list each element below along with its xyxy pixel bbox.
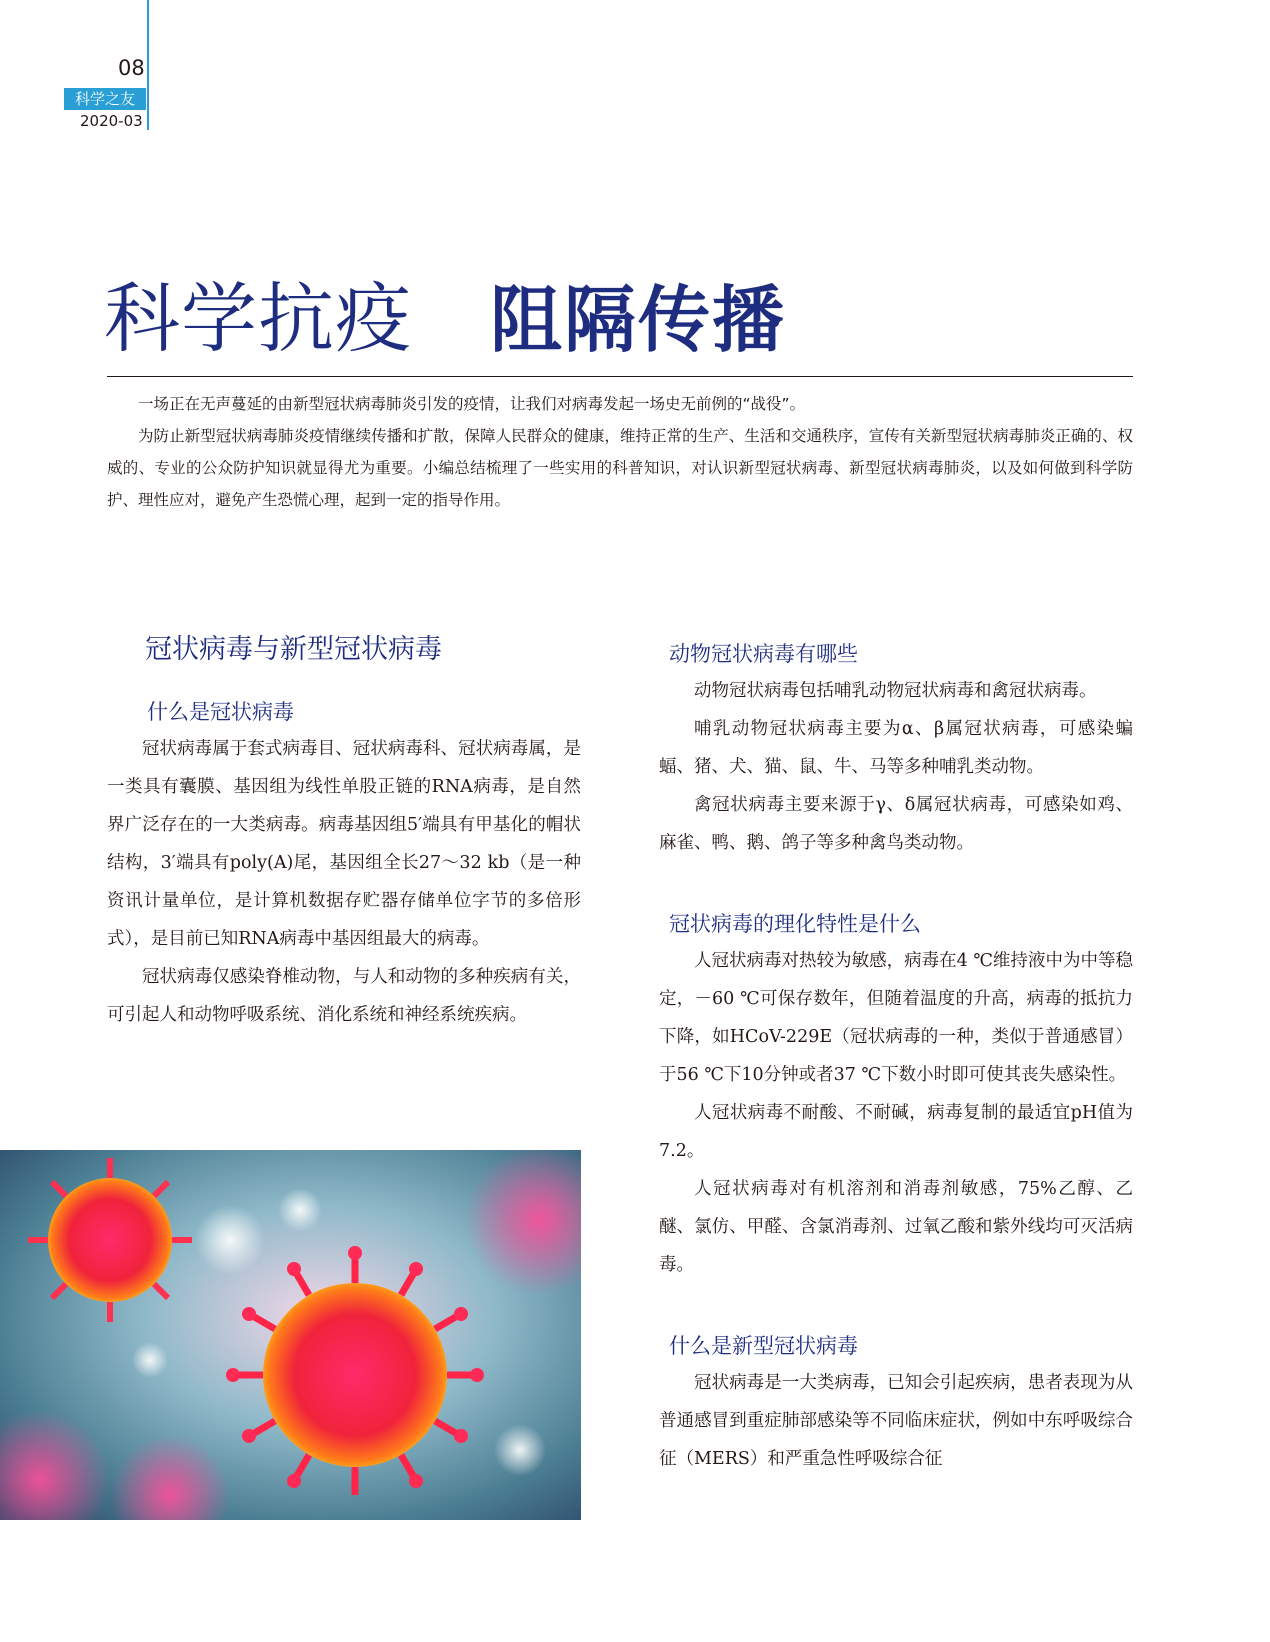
left-column — [107, 628, 581, 1034]
body-paragraph: 冠状病毒属于套式病毒目、冠状病毒科、冠状病毒属，是一类具有囊膜、基因组为线性单股正链的RNA病毒，是自然界广泛存在的一大类病毒。病毒基因组5′端具有甲基化的帽状结构，3′端具有poly(A)尾，基因组全长27～32 kb（是一种资讯计量单位，是计算机数据存贮器存储单位字节的多倍形式），是目前已知RNA病毒中基因组最大的病毒。 — [107, 739, 581, 949]
magazine-name-badge: 科学之友 — [64, 88, 146, 110]
page-title — [104, 258, 787, 363]
section-body — [659, 942, 1133, 1284]
header-vertical-rule — [147, 0, 149, 130]
intro — [107, 388, 1133, 516]
body-paragraph: 冠状病毒是一大类病毒，已知会引起疾病，患者表现为从普通感冒到重症肺部感染等不同临床症状，例如中东呼吸综合征（MERS）和严重急性呼吸综合征 — [659, 1373, 1133, 1469]
body-paragraph: 人冠状病毒对热较为敏感，病毒在4 ℃维持液中为中等稳定，－60 ℃可保存数年，但随着温度的升高，病毒的抵抗力下降，如HCoV-229E（冠状病毒的一种，类似于普通感冒）于56 ℃下10分钟或者37 ℃下数小时即可使其丧失感染性。 — [659, 951, 1133, 1085]
issue-date: 2020-03 — [80, 112, 143, 130]
title-bold: 阻隔传播 — [490, 278, 787, 362]
intro-paragraph: 为防止新型冠状病毒肺炎疫情继续传播和扩散，保障人民群众的健康，维持正常的生产、生活和交通秩序，宣传有关新型冠状病毒肺炎正确的、权威的、专业的公众防护知识就显得尤为重要。小编总结梳理了一些实用的科普知识，对认识新型冠状病毒、新型冠状病毒肺炎，以及如何做到科学防护、理性应对，避免产生恐慌心理，起到一定的指导作用。 — [107, 427, 1133, 509]
section-body — [659, 672, 1133, 862]
subsection-title: 冠状病毒的理化特性是什么 — [669, 912, 921, 936]
subsection-title: 动物冠状病毒有哪些 — [669, 642, 858, 666]
body-paragraph: 人冠状病毒对有机溶剂和消毒剂敏感，75%乙醇、乙醚、氯仿、甲醛、含氯消毒剂、过氧乙酸和紫外线均可灭活病毒。 — [659, 1179, 1133, 1275]
body-paragraph: 动物冠状病毒包括哺乳动物冠状病毒和禽冠状病毒。 — [694, 681, 1097, 701]
right-column — [659, 636, 1133, 1478]
virus-particle-small — [28, 1158, 192, 1322]
body-paragraph: 冠状病毒仅感染脊椎动物，与人和动物的多种疾病有关，可引起人和动物呼吸系统、消化系统和神经系统疾病。 — [107, 967, 581, 1025]
body-paragraph: 人冠状病毒不耐酸、不耐碱，病毒复制的最适宜pH值为7.2。 — [659, 1103, 1133, 1161]
title-light: 科学抗疫 — [104, 274, 412, 363]
section-body — [659, 1364, 1133, 1478]
body-paragraph: 禽冠状病毒主要来源于γ、δ属冠状病毒，可感染如鸡、麻雀、鸭、鹅、鸽子等多种禽鸟类动物。 — [659, 795, 1133, 853]
section-title: 冠状病毒与新型冠状病毒 — [145, 634, 442, 665]
page-number: 08 — [118, 56, 145, 80]
section-body — [107, 730, 581, 1034]
subsection-title: 什么是新型冠状病毒 — [669, 1334, 858, 1358]
body-paragraph: 哺乳动物冠状病毒主要为α、β属冠状病毒，可感染蝙蝠、猪、犬、猫、鼠、牛、马等多种哺乳类动物。 — [659, 719, 1133, 777]
title-rule — [107, 376, 1133, 377]
intro-paragraph: 一场正在无声蔓延的由新型冠状病毒肺炎引发的疫情，让我们对病毒发起一场史无前例的“战役”。 — [138, 395, 806, 413]
coronavirus-illustration — [0, 1150, 581, 1520]
subsection-title: 什么是冠状病毒 — [147, 700, 294, 724]
